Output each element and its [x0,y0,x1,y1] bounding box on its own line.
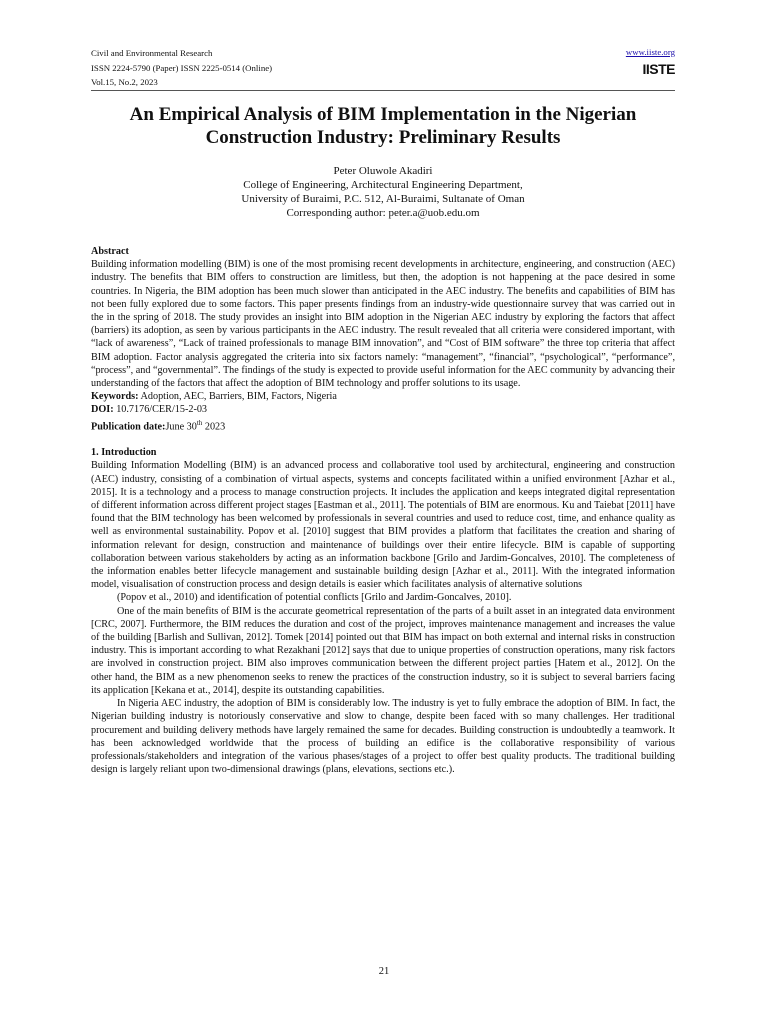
volume-line: Vol.15, No.2, 2023 [91,77,158,87]
publication-date-value: June 30 [165,421,197,433]
affiliation-line-2: University of Buraimi, P.C. 512, Al-Buraimi, Sultanate of Oman [241,193,525,205]
publication-date-line [91,417,675,434]
iiste-logo: IISTE [642,61,675,77]
doi-line [91,403,675,416]
intro-paragraph-3: One of the main benefits of BIM is the accurate geometrical representation of the parts of a built asset in an integrated data environment [CRC, 2007]. Furthermore, the BIM reduces the duration and cost of the project, improves maintenance management and increases the value of the building [Barlish and Sullivan, 2012]. Tomek [2014] pointed out that BIM has impact on both external and internal risks in construction industry. This is important according to what Rezakhani [2012] says that due to unique properties of construction operations, many risk factors are involved in construction project. BIM also improves communication between the different project parties [Hatem et al., 2012]. On the other hand, the BIM as a new phenomenon seeks to renew the practices of the construction industry, so it is subject to several barriers facing its application [Kekana et at., 2014], despite its outstanding capabilities. [91,605,675,696]
issn-line: ISSN 2224-5790 (Paper) ISSN 2225-0514 (Online) [91,62,273,73]
journal-url-link[interactable]: www.iiste.org [625,47,675,57]
affiliation-line-1: College of Engineering, Architectural Engineering Department, [243,179,523,191]
intro-paragraph-2: (Popov et al., 2010) and identification of potential conflicts [Grilo and Jardim-Goncalves, 2010]. [117,592,512,604]
abstract-heading: Abstract [91,246,129,257]
intro-paragraph-4: In Nigeria AEC industry, the adoption of BIM is considerably low. The industry is yet to fully embrace the adoption of BIM. In fact, the Nigerian building industry is notoriously conservative and slow to change, despite been faced with so many challenges. Her traditional procurement and building delivery methods have largely remained the same for decades. Building construction is undoubtedly a teamwork. It has been acknowledged worldwide that the process of building an edifice is the collaborative responsibility of various professionals/stakeholders and integration of the various phases/stages of a project to offer best quality products. The traditional building design is largely reliant upon two-dimensional drawings (plans, elevations, sections etc.). [91,698,675,776]
journal-header-right [626,46,675,77]
corresponding-author: Corresponding author: peter.a@uob.edu.om [286,207,480,219]
paper-title: An Empirical Analysis of BIM Implementation in the Nigerian Construction Industry: Preliminary Results [129,104,637,148]
header-divider [91,90,675,91]
author-block [91,164,675,220]
page-number: 21 [378,966,390,977]
keywords-label: Keywords: [91,391,139,403]
keywords-line [91,390,675,403]
author-name: Peter Oluwole Akadiri [333,165,433,177]
publication-date-suffix: th [196,418,203,427]
publication-date-label: Publication date: [91,421,166,433]
publication-year: 2023 [202,421,226,433]
journal-name: Civil and Environmental Research [91,48,213,58]
doi-value: 10.7176/CER/15-2-03 [113,404,208,416]
abstract-text: Building information modelling (BIM) is one of the most promising recent developments in architecture, engineering, and construction (AEC) industry. The benefits that BIM offers to construction are limitless, but then, the adoption is not happening at the pace desired in some countries. In Nigeria, the BIM adoption has been much slower than anticipated in the AEC industry. The benefits and capabilities of BIM has not been fully explored due to some factors. This paper presents findings from an industry-wide questionnaire survey that was carried out in the in the spring of 2018. The study provides an insight into BIM adoption in the Nigerian AEC industry by exploring the factors that affect (barriers) its adoption, as seen by various participants in the AEC industry. The result revealed that all criteria were considered important, with “lack of awareness”, “Lack of trained professionals to manage BIM innovation”, and “Cost of BIM software” the three top criteria that affect BIM adoption. Factor analysis aggregated the criteria into six factors namely: “management”, “financial”, “psychological”, “performance”, “process”, and “governmental”. The findings of the study is expected to provide useful information for the AEC community by advancing their understanding of the factors that affect the adoption of BIM technology and proffer solutions to its usage. [91,259,675,390]
introduction-heading: 1. Introduction [91,447,157,459]
journal-header [91,46,272,90]
intro-paragraph-1: Building Information Modelling (BIM) is an advanced process and collaborative tool used by architectural, engineering and construction (AEC) industry, consisting of a combination of virtual aspects, systems and concepts facilitated within a unified environment [Azhar et al., 2015]. It is a technology and a process to manage construction projects. It includes the application and keeps integrated digital representation of different information across different project stages [Eastman et al., 2011]. The potentials of BIM are enormous. Ku and Taiebat [2011] have found that the BIM technology has been welcomed by professionals in several countries and used to reduce cost, time, and enhance quality as well as environmental sustainability. Popov et al. [2010] suggest that BIM provides a platform that facilitates the creation and sharing of information relevant for design, construction and maintenance of buildings over their entire lifecycle. BIM is capable of supporting collaboration between various stakeholders by acting as an information backbone [Grilo and Jardim-Goncalves, 2010]. The completeness of the information enables better lifecycle management and sustainable building design [Azhar et al., 2011]. With the integrated information model, visualisation of construction process and design details is easier which facilitates analysis of alternative solutions [91,460,675,591]
doi-label: DOI: [91,404,114,416]
paper-body [91,245,675,776]
keywords-value: Adoption, AEC, Barriers, BIM, Factors, Nigeria [138,391,337,403]
